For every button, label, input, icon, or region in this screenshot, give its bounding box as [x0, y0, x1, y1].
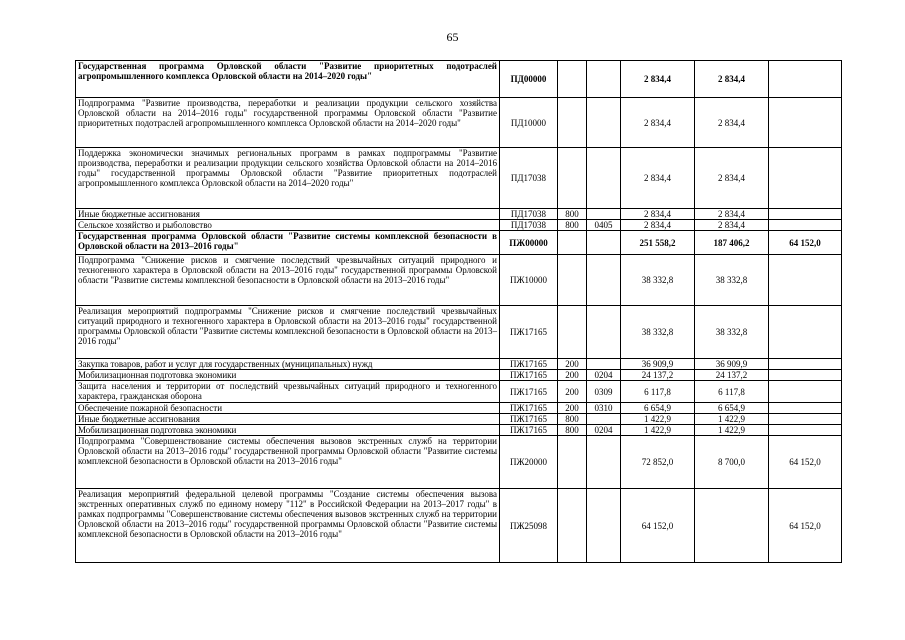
target-code-cell: ПД10000 [500, 98, 558, 148]
section-cell: 0405 [587, 220, 621, 231]
expense-type-cell [558, 436, 587, 489]
section-cell [587, 489, 621, 563]
section-cell [587, 209, 621, 220]
regional-sum-cell: 2 834,4 [695, 98, 769, 148]
row-name-cell: Защита населения и территории от последствий чрезвычайных ситуаций природного и техногенного характера, гражданская оборона [76, 381, 500, 403]
total-sum-cell: 2 834,4 [621, 61, 695, 98]
page-number: 65 [446, 30, 459, 44]
target-code-cell: ПЖ17165 [500, 425, 558, 436]
table-row [76, 359, 842, 370]
regional-sum-cell: 6 654,9 [695, 403, 769, 414]
expense-type-cell [558, 306, 587, 359]
regional-sum-cell: 38 332,8 [695, 255, 769, 306]
regional-sum-cell: 38 332,8 [695, 306, 769, 359]
regional-sum-cell: 2 834,4 [695, 61, 769, 98]
section-cell: 0310 [587, 403, 621, 414]
section-cell: 0204 [587, 425, 621, 436]
table-row [76, 381, 842, 403]
target-code-cell: ПЖ17165 [500, 403, 558, 414]
target-code-cell: ПЖ17165 [500, 370, 558, 381]
table-row [76, 220, 842, 231]
table-body [76, 61, 842, 563]
target-code-cell: ПЖ17165 [500, 306, 558, 359]
section-cell: 0204 [587, 370, 621, 381]
row-name-cell: Реализация мероприятий подпрограммы "Снижение рисков и смягчение последствий чрезвычайных ситуаций природного и техногенного характера в Орловской области на 2013–2016 годы" государственной программы Орловской области "Развитие системы комплексной безопасности в Орловской области на 2013–2016 годы" [76, 306, 500, 359]
row-name-cell: Государственная программа Орловской области "Развитие системы комплексной безопасности в Орловской области на 2013–2016 годы" [76, 231, 500, 255]
total-sum-cell: 6 654,9 [621, 403, 695, 414]
regional-sum-cell [695, 489, 769, 563]
table-row [76, 306, 842, 359]
section-cell [587, 61, 621, 98]
total-sum-cell: 38 332,8 [621, 255, 695, 306]
target-code-cell: ПД17038 [500, 220, 558, 231]
regional-sum-cell: 2 834,4 [695, 209, 769, 220]
federal-sum-cell: 64 152,0 [769, 489, 842, 563]
target-code-cell: ПЖ17165 [500, 414, 558, 425]
target-code-cell: ПЖ17165 [500, 359, 558, 370]
federal-sum-cell [769, 220, 842, 231]
expense-type-cell: 800 [558, 209, 587, 220]
federal-sum-cell [769, 306, 842, 359]
federal-sum-cell [769, 370, 842, 381]
budget-table [75, 60, 842, 563]
table-row [76, 231, 842, 255]
expense-type-cell: 200 [558, 359, 587, 370]
total-sum-cell: 1 422,9 [621, 414, 695, 425]
total-sum-cell: 2 834,4 [621, 220, 695, 231]
expense-type-cell [558, 61, 587, 98]
table-row [76, 255, 842, 306]
row-name-cell: Подпрограмма "Развитие производства, переработки и реализации продукции сельского хозяйства Орловской области на 2014–2016 годы" государственной программы Орловской области "Развитие приоритетных подотраслей агропромышленного комплекса Орловской области на 2014–2020 годы" [76, 98, 500, 148]
expense-type-cell [558, 255, 587, 306]
federal-sum-cell [769, 98, 842, 148]
row-name-cell: Мобилизационная подготовка экономики [76, 370, 500, 381]
federal-sum-cell [769, 255, 842, 306]
federal-sum-cell [769, 403, 842, 414]
row-name-cell: Иные бюджетные ассигнования [76, 209, 500, 220]
expense-type-cell: 800 [558, 220, 587, 231]
expense-type-cell: 200 [558, 370, 587, 381]
expense-type-cell [558, 148, 587, 209]
table-row [76, 425, 842, 436]
target-code-cell: ПД00000 [500, 61, 558, 98]
federal-sum-cell [769, 209, 842, 220]
regional-sum-cell: 24 137,2 [695, 370, 769, 381]
table-row [76, 489, 842, 563]
expense-type-cell [558, 489, 587, 563]
federal-sum-cell [769, 148, 842, 209]
regional-sum-cell: 1 422,9 [695, 425, 769, 436]
target-code-cell: ПЖ25098 [500, 489, 558, 563]
federal-sum-cell [769, 381, 842, 403]
row-name-cell: Закупка товаров, работ и услуг для государственных (муниципальных) нужд [76, 359, 500, 370]
total-sum-cell: 6 117,8 [621, 381, 695, 403]
section-cell: 0309 [587, 381, 621, 403]
total-sum-cell: 38 332,8 [621, 306, 695, 359]
section-cell [587, 306, 621, 359]
section-cell [587, 231, 621, 255]
total-sum-cell: 1 422,9 [621, 425, 695, 436]
section-cell [587, 436, 621, 489]
total-sum-cell: 72 852,0 [621, 436, 695, 489]
regional-sum-cell: 187 406,2 [695, 231, 769, 255]
target-code-cell: ПЖ10000 [500, 255, 558, 306]
row-name-cell: Поддержка экономически значимых региональных программ в рамках подпрограммы "Развитие производства, переработки и реализации продукции сельского хозяйства Орловской области на 2014–2016 годы" государственной программы Орловской области "Развитие приоритетных подотраслей агропромышленного комплекса Орловской области на 2014–2020 годы" [76, 148, 500, 209]
target-code-cell: ПД17038 [500, 209, 558, 220]
total-sum-cell: 2 834,4 [621, 98, 695, 148]
row-name-cell: Реализация мероприятий федеральной целевой программы "Создание системы обеспечения вызова экстренных оперативных служб по единому номеру "112" в Российской Федерации на 2013–2017 годы" в рамках подпрограммы "Совершенствование системы обеспечения вызовов экстренных служб на территории Орловской области на 2013–2016 годы" государственной программы Орловской области "Развитие системы комплексной безопасности в Орловской области на 2013–2016 годы" [76, 489, 500, 563]
section-cell [587, 414, 621, 425]
table-row [76, 370, 842, 381]
total-sum-cell: 64 152,0 [621, 489, 695, 563]
table-row [76, 61, 842, 98]
total-sum-cell: 251 558,2 [621, 231, 695, 255]
section-cell [587, 255, 621, 306]
federal-sum-cell: 64 152,0 [769, 436, 842, 489]
row-name-cell: Обеспечение пожарной безопасности [76, 403, 500, 414]
row-name-cell: Сельское хозяйство и рыболовство [76, 220, 500, 231]
total-sum-cell: 2 834,4 [621, 148, 695, 209]
table-row [76, 436, 842, 489]
expense-type-cell: 800 [558, 414, 587, 425]
total-sum-cell: 2 834,4 [621, 209, 695, 220]
target-code-cell: ПЖ17165 [500, 381, 558, 403]
regional-sum-cell: 2 834,4 [695, 148, 769, 209]
expense-type-cell: 200 [558, 403, 587, 414]
section-cell [587, 359, 621, 370]
regional-sum-cell: 2 834,4 [695, 220, 769, 231]
target-code-cell: ПЖ00000 [500, 231, 558, 255]
expense-type-cell [558, 231, 587, 255]
federal-sum-cell [769, 425, 842, 436]
federal-sum-cell [769, 414, 842, 425]
regional-sum-cell: 8 700,0 [695, 436, 769, 489]
expense-type-cell: 800 [558, 425, 587, 436]
table-row [76, 403, 842, 414]
federal-sum-cell [769, 359, 842, 370]
section-cell [587, 148, 621, 209]
row-name-cell: Государственная программа Орловской области "Развитие приоритетных подотраслей агропромышленного комплекса Орловской области на 2014–2020 годы" [76, 61, 500, 98]
expense-type-cell [558, 98, 587, 148]
row-name-cell: Подпрограмма "Совершенствование системы обеспечения вызовов экстренных служб на территории Орловской области на 2013–2016 годы" государственной программы Орловской области "Развитие системы комплексной безопасности в Орловской области на 2013–2016 годы" [76, 436, 500, 489]
row-name-cell: Подпрограмма "Снижение рисков и смягчение последствий чрезвычайных ситуаций природного и техногенного характера в Орловской области на 2013–2016 годы" государственной программы Орловской области "Развитие системы комплексной безопасности в Орловской области на 2013–2016 годы" [76, 255, 500, 306]
regional-sum-cell: 6 117,8 [695, 381, 769, 403]
table-row [76, 148, 842, 209]
row-name-cell: Иные бюджетные ассигнования [76, 414, 500, 425]
target-code-cell: ПД17038 [500, 148, 558, 209]
federal-sum-cell: 64 152,0 [769, 231, 842, 255]
target-code-cell: ПЖ20000 [500, 436, 558, 489]
total-sum-cell: 36 909,9 [621, 359, 695, 370]
regional-sum-cell: 36 909,9 [695, 359, 769, 370]
total-sum-cell: 24 137,2 [621, 370, 695, 381]
row-name-cell: Мобилизационная подготовка экономики [76, 425, 500, 436]
federal-sum-cell [769, 61, 842, 98]
table-row [76, 414, 842, 425]
table-row [76, 98, 842, 148]
section-cell [587, 98, 621, 148]
table-row [76, 209, 842, 220]
expense-type-cell: 200 [558, 381, 587, 403]
regional-sum-cell: 1 422,9 [695, 414, 769, 425]
